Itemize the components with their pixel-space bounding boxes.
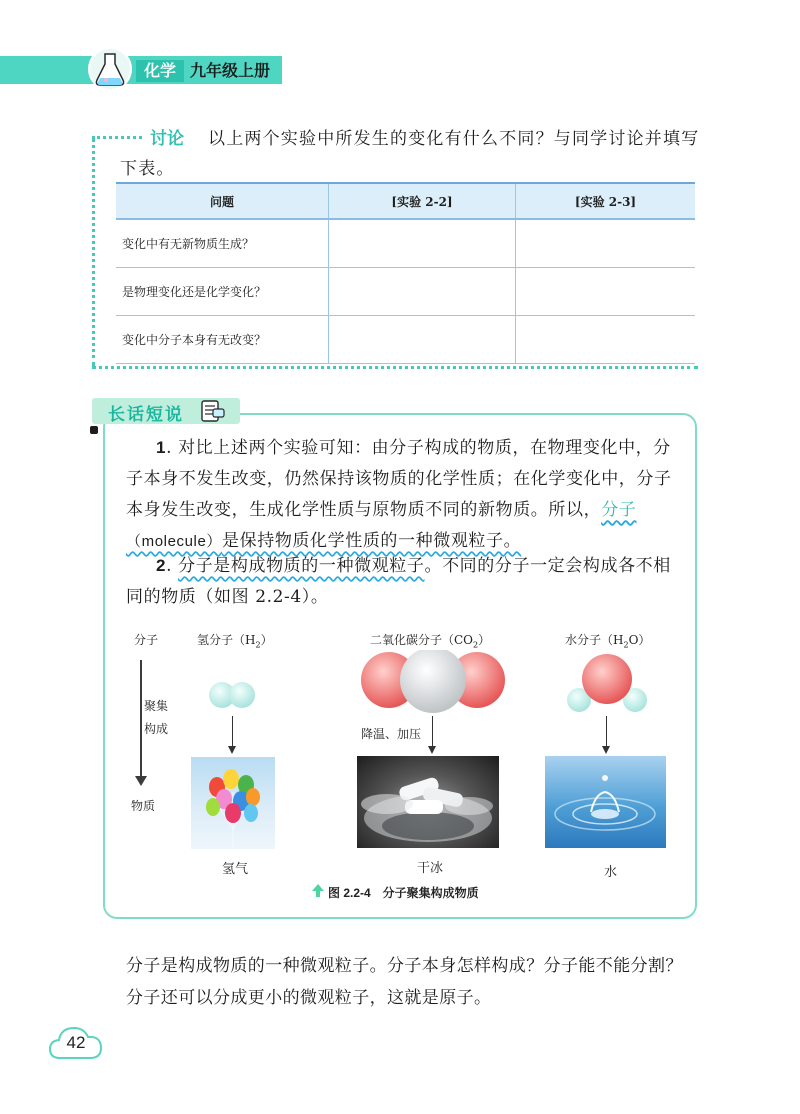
table-header-cell: [实验 2-2] bbox=[329, 183, 516, 219]
co2-molecule-label: 二氧化碳分子$(CO_2)$ bbox=[370, 633, 491, 650]
table-header-row bbox=[116, 183, 695, 219]
dry-ice-photo bbox=[357, 756, 499, 848]
paragraph-number: 1 bbox=[156, 438, 167, 457]
subject-label: 化学 bbox=[136, 60, 184, 82]
page-number: 42 bbox=[66, 1033, 86, 1052]
body-line-1: 分子是构成物质的一种微观粒子。分子本身怎样构成？分子能不能分割？ bbox=[126, 956, 683, 976]
body-text bbox=[126, 950, 696, 1014]
substance-label-hydrogen: 氢气 bbox=[222, 862, 249, 877]
hydrogen-balloons-photo bbox=[191, 757, 275, 849]
condition-label: 降温、加压 bbox=[361, 727, 422, 741]
arrow-down-icon bbox=[135, 776, 147, 786]
row-label-substance: 物质 bbox=[131, 799, 156, 813]
h2-molecule bbox=[209, 682, 255, 708]
molecule-models bbox=[180, 650, 680, 720]
substance-label-dry-ice: 干冰 bbox=[417, 861, 444, 876]
arrow-line bbox=[606, 716, 607, 748]
paragraph-text: 是保持物质化学性质的一种微观粒子。 bbox=[222, 531, 522, 551]
table-cell: 是物理变化还是化学变化？ bbox=[116, 268, 329, 316]
notes-icon bbox=[200, 399, 226, 423]
substance-label-water: 水 bbox=[604, 865, 618, 880]
table-row bbox=[116, 316, 695, 364]
discussion-dotted-border-left bbox=[92, 138, 95, 366]
arrow-down-icon bbox=[228, 746, 236, 754]
discussion-table bbox=[116, 182, 695, 364]
table-header-cell: 问题 bbox=[116, 183, 329, 219]
water-splash-photo bbox=[545, 756, 666, 848]
table-cell-blank[interactable] bbox=[516, 219, 696, 268]
arrow-down-icon bbox=[602, 746, 610, 754]
paragraph-text: 。不同的分子一定会构成各不相同的物质（如图 2.2-4）。 bbox=[126, 556, 671, 607]
arrow-line bbox=[432, 716, 433, 748]
body-line-2: 分子还可以分成更小的微观粒子，这就是原子。 bbox=[126, 988, 492, 1008]
arrow-line bbox=[232, 716, 233, 748]
process-axis bbox=[140, 660, 142, 778]
row-label-aggregate: 聚集 bbox=[144, 699, 169, 713]
table-cell-blank[interactable] bbox=[516, 316, 696, 364]
paragraph-text: . 对比上述两个实验可知：由分子构成的物质，在物理变化中，分子本身不发生改变，仍然保持该物质的化学性质；在化学变化中，分子本身发生改变，生成化学性质与原物质不同的新物质。所以， bbox=[126, 438, 672, 520]
table-cell-blank[interactable] bbox=[329, 219, 516, 268]
table-row bbox=[116, 268, 695, 316]
grade-label: 九年级上册 bbox=[190, 61, 271, 80]
h2o-molecule bbox=[567, 654, 647, 712]
row-label-molecule: 分子 bbox=[134, 633, 159, 647]
table-cell-blank[interactable] bbox=[516, 268, 696, 316]
arrow-down-icon bbox=[428, 746, 436, 754]
table-cell-blank[interactable] bbox=[329, 316, 516, 364]
table-cell-blank[interactable] bbox=[329, 268, 516, 316]
h2o-molecule-label: 水分子$(H_2O)$ bbox=[565, 633, 651, 650]
paragraph-number: 2 bbox=[156, 556, 167, 575]
key-statement: 分子是构成物质的一种微观粒子 bbox=[178, 556, 425, 576]
figure-caption: 图 2.2-4 分子聚集构成物质 bbox=[328, 886, 479, 900]
table-cell: 变化中有无新物质生成？ bbox=[116, 219, 329, 268]
h2-molecule-label: 氢分子$(H_2)$ bbox=[197, 633, 273, 650]
discussion-label: 讨论 bbox=[150, 129, 184, 149]
table-cell: 变化中分子本身有无改变？ bbox=[116, 316, 329, 364]
paragraph-dot: . bbox=[166, 556, 179, 576]
summary-paragraph-1 bbox=[126, 432, 678, 557]
key-term: 分子 bbox=[601, 500, 637, 520]
summary-tab-marker bbox=[90, 426, 98, 434]
summary-paragraph-2 bbox=[126, 550, 678, 613]
flask-icon bbox=[88, 46, 132, 92]
caption-arrow-icon bbox=[312, 884, 324, 897]
discussion-prompt: 以上两个实验中所发生的变化有什么不同？与同学讨论并填写下表。 bbox=[120, 129, 700, 179]
co2-molecule bbox=[361, 650, 505, 713]
table-header-cell: [实验 2-3] bbox=[516, 183, 696, 219]
row-label-compose: 构成 bbox=[144, 722, 169, 736]
summary-title: 长话短说 bbox=[108, 405, 184, 425]
discussion-dotted-border-bottom bbox=[92, 366, 698, 369]
key-term-english: （molecule） bbox=[126, 533, 223, 550]
table-row bbox=[116, 219, 695, 268]
